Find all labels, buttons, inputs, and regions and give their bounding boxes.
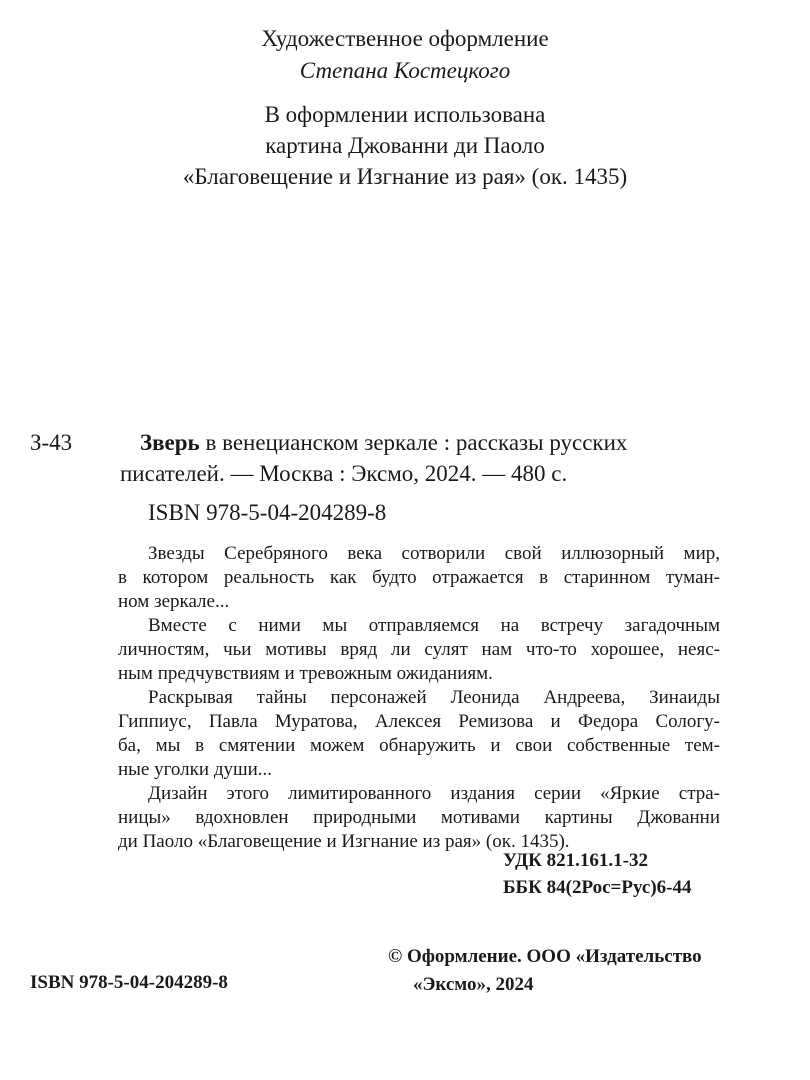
- artwork-credit-line3: «Благовещение и Изгнание из рая» (ок. 1435): [182, 164, 628, 189]
- annotation-p2-line1: Вместе с ними мы отправляемся на встречу загадочным: [148, 615, 720, 636]
- catalog-title-rest: в венецианском зеркале : рассказы русских: [199, 430, 628, 455]
- footer-isbn: ISBN 978-5-04-204289-8: [30, 972, 228, 993]
- annotation-p2-line3: ным предчувствиям и тревожным ожиданиям.: [118, 663, 493, 684]
- annotation-p4-line1: Дизайн этого лимитированного издания серии «Яркие стра-: [148, 783, 720, 804]
- bbk-code: ББК 84(2Рос=Рус)6-44: [503, 877, 692, 898]
- author-sign-index: З-43: [30, 430, 73, 455]
- copyright-line1: © Оформление. ООО «Издательство: [388, 946, 702, 967]
- annotation-p1-line1: Звезды Серебряного века сотворили свой иллюзорный мир,: [148, 543, 720, 564]
- copyright-line2: «Эксмо», 2024: [413, 974, 534, 995]
- catalog-title-bold: Зверь: [140, 430, 200, 455]
- udk-code: УДК 821.161.1-32: [503, 850, 648, 871]
- artwork-credit-line1: В оформлении использована: [264, 102, 546, 127]
- annotation-p3-line3: ба, мы в смятении можем обнаружить и свои собственные тем-: [118, 735, 720, 756]
- design-credit-label: Художественное оформление: [261, 26, 549, 51]
- annotation-p3-line4: ные уголки души...: [118, 759, 273, 780]
- annotation: [118, 542, 720, 854]
- annotation-p2-line2: личностям, чьи мотивы вряд ли сулят нам что-то хорошее, неяс-: [118, 639, 720, 660]
- annotation-p4-line3: ди Паоло «Благовещение и Изгнание из рая» (ок. 1435).: [118, 831, 570, 852]
- annotation-p3-line1: Раскрывая тайны персонажей Леонида Андреева, Зинаиды: [148, 687, 720, 708]
- annotation-p1-line3: ном зеркале...: [118, 591, 230, 612]
- artwork-credit-line2: картина Джованни ди Паоло: [265, 133, 545, 158]
- annotation-p4-line2: ницы» вдохновлен природными мотивами картины Джованни: [118, 807, 720, 828]
- annotation-p1-line2: в котором реальность как будто отражается в старинном туман-: [118, 567, 720, 588]
- catalog-title-line2: писателей. — Москва : Эксмо, 2024. — 480 с.: [120, 461, 568, 486]
- designer-name: Степана Костецкого: [299, 58, 511, 83]
- catalog-isbn: ISBN 978-5-04-204289-8: [148, 500, 387, 525]
- catalog-title-line1: [140, 430, 627, 456]
- annotation-p3-line2: Гиппиус, Павла Муратова, Алексея Ремизова и Федора Сологу-: [118, 711, 720, 732]
